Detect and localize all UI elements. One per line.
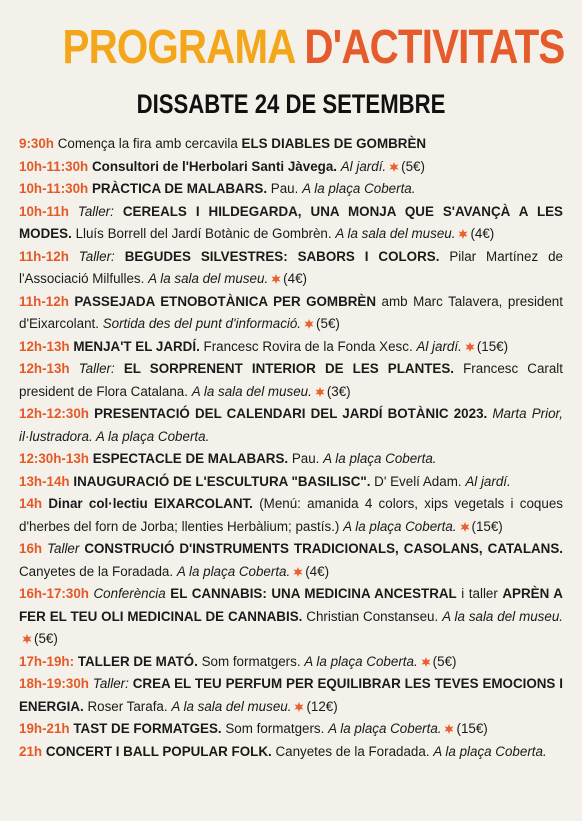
activity-name: PASSEJADA ETNOBOTÀNICA PER GOMBRÈN bbox=[74, 293, 377, 309]
activity-name: CREA EL TEU PERFUM PER EQUILIBRAR LES TEVES EMOCIONS I ENERGIA. bbox=[19, 676, 563, 714]
activity-item bbox=[19, 336, 563, 359]
activity-price: (5€) bbox=[432, 653, 457, 669]
activity-time: 12h-12:30h bbox=[19, 406, 89, 421]
activity-name: ESPECTACLE DE MALABARS. bbox=[92, 451, 289, 466]
activity-description: Lluís Borrell del Jardí Botànic de Gombrèn. bbox=[75, 226, 332, 241]
activity-location: A la plaça Coberta. bbox=[176, 563, 291, 579]
activity-time: 14h bbox=[19, 496, 43, 511]
activity-price: (15€) bbox=[471, 518, 503, 534]
activity-name: Consultori de l'Herbolari Santi Jàvega. bbox=[91, 158, 337, 174]
activity-name: TAST DE FORMATGES. bbox=[73, 721, 222, 736]
maple-leaf-icon bbox=[304, 319, 314, 329]
activity-description: Francesc Rovira de la Fonda Xesc. bbox=[203, 338, 413, 354]
activity-location: Marta Prior, il·lustradora. A la plaça Coberta. bbox=[19, 406, 563, 444]
activity-description-secondary: Christian Constanseu. bbox=[306, 608, 439, 624]
activity-time: 9:30h bbox=[19, 136, 54, 151]
activity-time: 12h-13h bbox=[19, 361, 70, 376]
activity-type: Taller: bbox=[78, 361, 115, 376]
activity-time: 11h-12h bbox=[19, 248, 69, 264]
activity-item bbox=[19, 651, 563, 674]
activity-location: A la plaça Coberta. bbox=[302, 181, 416, 196]
activity-item bbox=[19, 156, 563, 179]
activity-name: TALLER DE MATÓ. bbox=[77, 653, 198, 669]
activity-price: (15€) bbox=[476, 338, 509, 354]
activity-location: A la sala del museu. bbox=[191, 383, 312, 399]
activity-price: (15€) bbox=[456, 721, 488, 736]
activity-name: BEGUDES SILVESTRES: SABORS I COLORS. bbox=[124, 248, 440, 264]
maple-leaf-icon bbox=[271, 274, 281, 284]
activity-time: 18h-19:30h bbox=[19, 676, 89, 691]
activity-item bbox=[19, 718, 563, 741]
activity-item bbox=[19, 538, 563, 583]
activity-item bbox=[19, 583, 563, 651]
activity-location: Al jardí. bbox=[340, 158, 387, 174]
maple-leaf-icon bbox=[294, 702, 304, 712]
activity-description: Pilar Martínez de l'Associació Milfulles. bbox=[19, 248, 563, 286]
activity-description: D' Evelí Adam. bbox=[374, 473, 462, 489]
activity-name-secondary: ELS DIABLES DE GOMBRÈN bbox=[241, 136, 427, 151]
activity-location: Al jardí. bbox=[416, 338, 462, 354]
activity-description: Pau. bbox=[270, 181, 299, 196]
activity-description: i taller bbox=[461, 586, 503, 601]
activity-item bbox=[19, 291, 563, 336]
activity-time: 17h-19h: bbox=[19, 653, 75, 669]
activity-price: (5€) bbox=[34, 631, 58, 646]
activity-price: (4€) bbox=[305, 563, 330, 579]
activity-location: A la plaça Coberta. bbox=[323, 451, 437, 466]
activity-name-secondary: APRÈN A FER EL TEU OLI MEDICINAL DE CANNABIS. bbox=[19, 586, 563, 624]
activity-description: Pau. bbox=[291, 451, 320, 466]
activity-name: CEREALS I HILDEGARDA, UNA MONJA QUE S'AVANÇÀ A LES MODES. bbox=[19, 203, 563, 241]
activity-description: Som formatgers. bbox=[225, 721, 325, 736]
activity-type: Taller bbox=[47, 541, 80, 556]
activity-location: Al jardí. bbox=[465, 473, 511, 489]
activity-item bbox=[19, 358, 563, 403]
activity-price: (4€) bbox=[470, 226, 495, 241]
activity-item bbox=[19, 201, 563, 246]
activity-item bbox=[19, 246, 563, 291]
activity-name: EL CANNABIS: UNA MEDICINA ANCESTRAL bbox=[170, 586, 457, 601]
activity-item bbox=[19, 403, 563, 448]
activity-list bbox=[19, 133, 563, 763]
activity-description: (Menú: amanida 4 colors, xips vegetals i coques d'herbes del forn de Jorba; llenties Herbàlium; pastís.) bbox=[19, 496, 563, 534]
activity-price: (5€) bbox=[401, 158, 425, 174]
activity-location: Sortida des del punt d'informació. bbox=[102, 316, 302, 331]
activity-name: PRÀCTICA DE MALABARS. bbox=[91, 181, 268, 196]
activity-item bbox=[19, 133, 563, 156]
activity-name: EL SORPRENENT INTERIOR DE LES PLANTES. bbox=[123, 361, 454, 376]
activity-location: A la plaça Coberta. bbox=[304, 653, 418, 669]
maple-leaf-icon bbox=[465, 342, 475, 352]
activity-item bbox=[19, 741, 563, 764]
activity-type: Taller: bbox=[77, 203, 114, 219]
activity-time: 19h-21h bbox=[19, 721, 70, 736]
activity-time: 10h-11:30h bbox=[19, 181, 89, 196]
maple-leaf-icon bbox=[460, 522, 470, 532]
activity-type: Taller: bbox=[78, 248, 115, 264]
title-part-1: PROGRAMA bbox=[62, 21, 294, 74]
activity-item bbox=[19, 448, 563, 471]
activity-price: (12€) bbox=[306, 698, 338, 714]
activity-time: 10h-11:30h bbox=[19, 158, 89, 174]
activity-name: CONSTRUCIÓ D'INSTRUMENTS TRADICIONALS, CASOLANS, CATALANS. bbox=[84, 541, 563, 556]
activity-description: amb Marc Talavera, president d'Eixarcolant. bbox=[19, 293, 563, 331]
activity-time: 12:30h-13h bbox=[19, 451, 89, 466]
maple-leaf-icon bbox=[315, 387, 325, 397]
activity-name: Dinar col·lectiu EIXARCOLANT. bbox=[48, 496, 253, 511]
activity-time: 21h bbox=[19, 743, 43, 759]
activity-time: 12h-13h bbox=[19, 338, 70, 354]
activity-location: A la plaça Coberta. bbox=[328, 721, 442, 736]
activity-location: A la plaça Coberta. bbox=[343, 518, 457, 534]
activity-item bbox=[19, 178, 563, 201]
activity-name: PRESENTACIÓ DEL CALENDARI DEL JARDÍ BOTÀNIC 2023. bbox=[94, 406, 488, 421]
activity-type: Taller: bbox=[92, 676, 129, 691]
activity-time: 16h bbox=[19, 541, 43, 556]
maple-leaf-icon bbox=[421, 657, 431, 667]
activity-name: INAUGURACIÓ DE L'ESCULTURA "BASILISC". bbox=[73, 473, 371, 489]
activity-time: 11h-12h bbox=[19, 293, 69, 309]
maple-leaf-icon bbox=[293, 567, 303, 577]
maple-leaf-icon bbox=[389, 162, 399, 172]
activity-location: A la sala del museu. bbox=[442, 608, 563, 624]
activity-type: Conferència bbox=[93, 586, 166, 601]
activity-item bbox=[19, 493, 563, 538]
activity-name: CONCERT I BALL POPULAR FOLK. bbox=[45, 743, 272, 759]
activity-name: MENJA'T EL JARDÍ. bbox=[73, 338, 200, 354]
activity-time: 10h-11h bbox=[19, 203, 69, 219]
activity-price: (5€) bbox=[316, 316, 340, 331]
activity-location: A la sala del museu. bbox=[171, 698, 292, 714]
title-part-2: D'ACTIVITATS bbox=[293, 21, 565, 74]
activity-location: A la sala del museu. bbox=[148, 271, 269, 286]
activity-description: Francesc Caralt president de Flora Catalana. bbox=[19, 361, 563, 399]
activity-description: Comença la fira amb cercavila bbox=[57, 136, 242, 151]
activity-description: Som formatgers. bbox=[201, 653, 301, 669]
activity-location: A la sala del museu. bbox=[335, 226, 456, 241]
maple-leaf-icon bbox=[458, 229, 468, 239]
date-heading: DISSABTE 24 DE SETEMBRE bbox=[136, 89, 446, 119]
activity-item bbox=[19, 471, 563, 494]
activity-price: (3€) bbox=[326, 383, 351, 399]
activity-time: 13h-14h bbox=[19, 473, 70, 489]
activity-item bbox=[19, 673, 563, 718]
activity-description: Roser Tarafa. bbox=[87, 698, 168, 714]
maple-leaf-icon bbox=[22, 634, 32, 644]
activity-description: Canyetes de la Foradada. bbox=[275, 743, 430, 759]
activity-location: A la plaça Coberta. bbox=[433, 743, 547, 759]
page-title bbox=[62, 20, 565, 76]
activity-price: (4€) bbox=[283, 271, 307, 286]
maple-leaf-icon bbox=[444, 724, 454, 734]
activity-time: 16h-17:30h bbox=[19, 586, 89, 601]
activity-description: Canyetes de la Foradada. bbox=[19, 563, 174, 579]
